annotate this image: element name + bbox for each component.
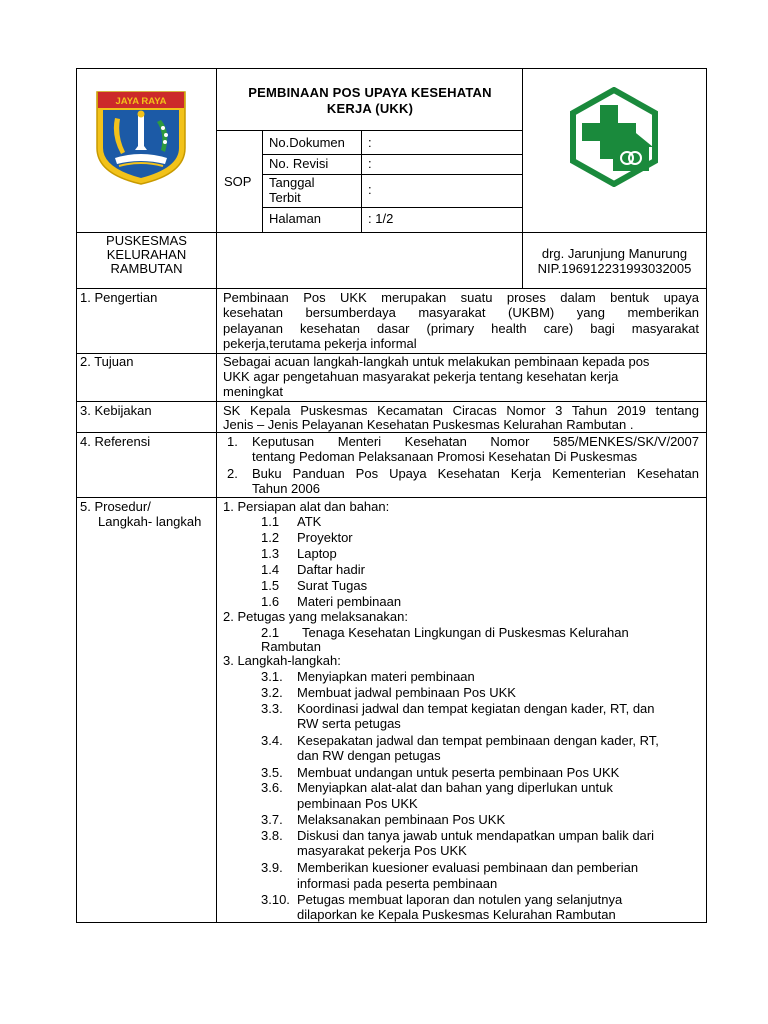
list-item-number: 1.6 (261, 594, 280, 609)
tujuan-line: Sebagai acuan langkah-langkah untuk melakukan pembinaan kepada pos (223, 354, 650, 369)
meta-label-tanggal: Tanggal (269, 175, 315, 190)
jakarta-shield-logo (95, 88, 187, 186)
sop-label: SOP (224, 174, 252, 189)
list-item: Membuat undangan untuk peserta pembinaan Pos UKK (297, 765, 620, 780)
referensi-line: tentang Pedoman Pelaksanaan Promosi Kesehatan Di Puskesmas (252, 449, 638, 464)
list-item-number: 3.1. (261, 669, 283, 684)
section-label-prosedur: 5. Prosedur/ (80, 499, 151, 514)
section-label-pengertian: 1. Pengertian (80, 290, 158, 305)
title-line-2: KERJA (UKK) (326, 101, 414, 116)
list-item: Kesepakatan jadwal dan tempat pembinaan dengan kader, RT, (297, 733, 659, 748)
list-item-number: 3.7. (261, 812, 283, 827)
list-item-number: 1.4 (261, 562, 280, 577)
referensi-number: 2. (227, 466, 238, 481)
list-item: Rambutan (261, 639, 321, 654)
pengertian-line: Pembinaan Pos UKK merupakan suatu proses dalam bentuk upaya (223, 290, 699, 305)
row-line (76, 497, 707, 498)
list-item: Tenaga Kesehatan Lingkungan di Puskesmas Kelurahan (302, 625, 629, 640)
list-item: pembinaan Pos UKK (297, 796, 418, 811)
list-item-number: 3.5. (261, 765, 283, 780)
referensi-number: 1. (227, 434, 238, 449)
list-item-number: 3.3. (261, 701, 283, 716)
kebijakan-line: Jenis – Jenis Pelayanan Kesehatan Puskesmas Kelurahan Rambutan . (223, 417, 634, 432)
section-label-prosedur-2: Langkah- langkah (98, 514, 202, 529)
list-item-number: 1.2 (261, 530, 280, 545)
meta-label-halaman: Halaman (269, 211, 322, 226)
list-item-number: 3.2. (261, 685, 283, 700)
list-item: Memberikan kuesioner evaluasi pembinaan dan pemberian (297, 860, 639, 875)
meta-row-line (262, 154, 523, 155)
prosedur-step-heading: 2. Petugas yang melaksanakan: (223, 609, 409, 624)
column-divider (216, 68, 217, 923)
org-name-line-2: KELURAHAN (106, 247, 187, 262)
list-item: Membuat jadwal pembinaan Pos UKK (297, 685, 516, 700)
list-item: Laptop (297, 546, 337, 561)
list-item-number: 1.1 (261, 514, 280, 529)
row-line (76, 288, 707, 289)
title-line-1: PEMBINAAN POS UPAYA KESEHATAN (248, 85, 492, 100)
tujuan-line: meningkat (223, 384, 283, 399)
list-item: dan RW dengan petugas (297, 748, 441, 763)
table-border-left (76, 68, 77, 923)
referensi-line: Tahun 2006 (252, 481, 320, 496)
section-label-referensi: 4. Referensi (80, 434, 151, 449)
list-item: RW serta petugas (297, 716, 401, 731)
list-item-number: 3.9. (261, 860, 283, 875)
list-item: Petugas membuat laporan dan notulen yang selanjutnya (297, 892, 623, 907)
list-item-number: 2.1 (261, 625, 280, 640)
meta-label-no-revisi: No. Revisi (269, 156, 329, 171)
list-item: Proyektor (297, 530, 353, 545)
meta-value-no-dokumen: : (368, 135, 372, 150)
kebijakan-line: SK Kepala Puskesmas Kecamatan Ciracas Nomor 3 Tahun 2019 tentang (223, 403, 699, 418)
list-item: ATK (297, 514, 322, 529)
list-item-number: 3.4. (261, 733, 283, 748)
table-border-right (706, 68, 707, 923)
referensi-line: Buku Panduan Pos Upaya Kesehatan Kerja Kementerian Kesehatan (252, 466, 699, 481)
signer-nip: NIP.196912231993032005 (537, 261, 692, 276)
signer-name: drg. Jarunjung Manurung (541, 246, 688, 261)
puskesmas-logo (563, 87, 665, 187)
meta-divider (262, 130, 263, 233)
table-border-top (76, 68, 707, 69)
pengertian-line: pekerja,terutama pekerja informal (223, 336, 417, 351)
prosedur-step-heading: 1. Persiapan alat dan bahan: (223, 499, 390, 514)
list-item-number: 3.8. (261, 828, 283, 843)
meta-divider (361, 130, 362, 233)
logo-jaya-raya-text: JAYA RAYA (115, 96, 167, 107)
list-item-number: 1.3 (261, 546, 280, 561)
meta-value-no-revisi: : (368, 156, 372, 171)
list-item: Diskusi dan tanya jawab untuk mendapatkan umpan balik dari (297, 828, 654, 843)
meta-row-line (262, 207, 523, 208)
list-item: Melaksanakan pembinaan Pos UKK (297, 812, 506, 827)
meta-label-terbit: Terbit (269, 190, 301, 205)
list-item: masyarakat pekerja Pos UKK (297, 843, 467, 858)
list-item: informasi pada peserta pembinaan (297, 876, 498, 891)
list-item-number: 3.6. (261, 780, 283, 795)
meta-label-no-dokumen: No.Dokumen (269, 135, 345, 150)
meta-value-halaman: : 1/2 (368, 211, 394, 226)
list-item: Materi pembinaan (297, 594, 402, 609)
pengertian-line: kesehatan bersumberdaya masyarakat (UKBM) yang memberikan (223, 305, 699, 320)
pengertian-line: pelayanan kesehatan dasar (primary health care) bagi masyarakat (223, 321, 699, 336)
prosedur-step-heading: 3. Langkah-langkah: (223, 653, 341, 668)
org-name-line-1: PUSKESMAS (106, 233, 187, 248)
referensi-line: Keputusan Menteri Kesehatan Nomor 585/MENKES/SK/V/2007 (252, 434, 699, 449)
section-label-kebijakan: 3. Kebijakan (80, 403, 152, 418)
list-item-number: 3.10. (261, 892, 290, 907)
page-title (218, 85, 522, 117)
list-item: Surat Tugas (297, 578, 368, 593)
list-item: Koordinasi jadwal dan tempat kegiatan dengan kader, RT, dan (297, 701, 655, 716)
list-item: dilaporkan ke Kepala Puskesmas Kelurahan Rambutan (297, 907, 616, 922)
list-item: Menyiapkan alat-alat dan bahan yang diperlukan untuk (297, 780, 613, 795)
tujuan-line: UKK agar pengetahuan masyarakat pekerja tentang kesehatan kerja (223, 369, 619, 384)
meta-value-tanggal: : (368, 182, 372, 197)
row-line (76, 401, 707, 402)
list-item: Daftar hadir (297, 562, 365, 577)
section-label-tujuan: 2. Tujuan (80, 354, 134, 369)
list-item-number: 1.5 (261, 578, 280, 593)
org-name-line-3: RAMBUTAN (110, 261, 183, 276)
list-item: Menyiapkan materi pembinaan (297, 669, 475, 684)
